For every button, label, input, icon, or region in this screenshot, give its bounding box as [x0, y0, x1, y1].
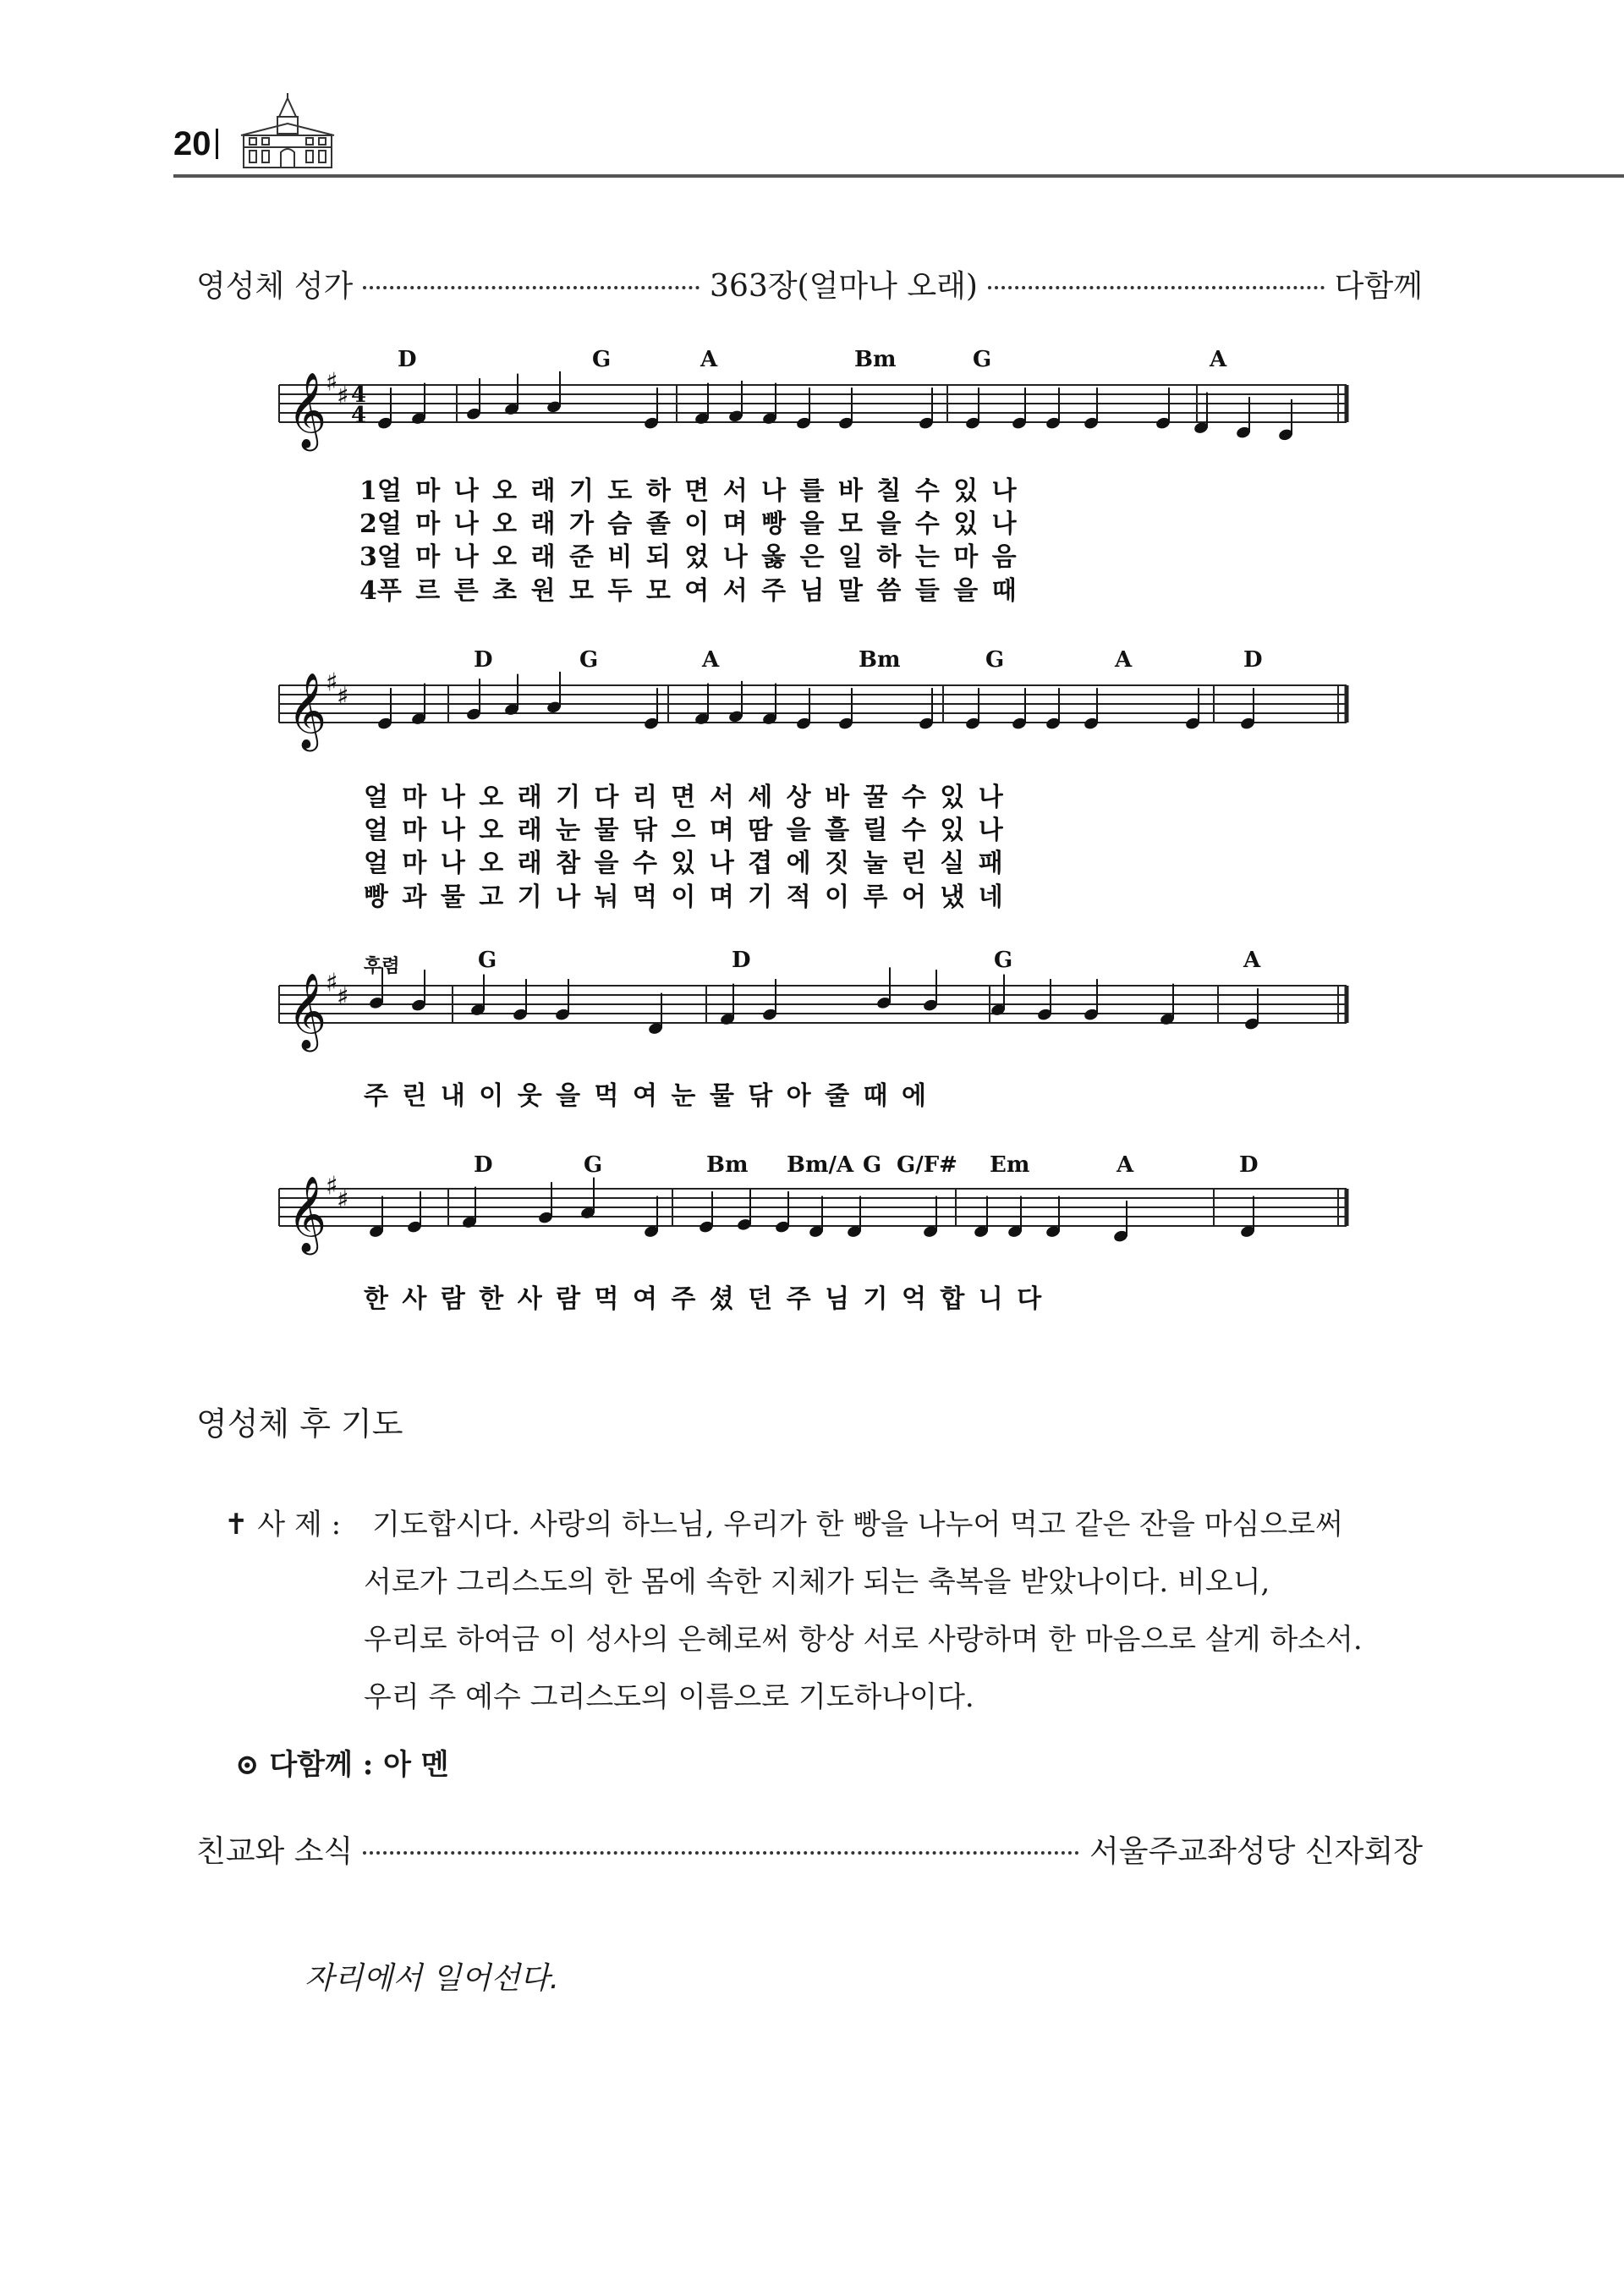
stand-instruction: 자리에서 일어선다. — [304, 1961, 560, 1996]
chord-symbol: G — [584, 1152, 603, 1178]
chord-symbol: D — [732, 948, 751, 973]
lyric-line: 빵 과 물 고 기 나 눠 먹 이 며 기 적 이 루 어 냈 네 — [364, 882, 1003, 912]
post-communion-title: 영성체 후 기도 — [196, 1405, 403, 1443]
chord-symbol: A — [1116, 1152, 1134, 1178]
chord-symbol: A — [702, 647, 720, 673]
chord-symbol: G — [579, 647, 599, 673]
prayer-line: 기도합시다. 사랑의 하느님, 우리가 한 빵을 나누어 먹고 같은 잔을 마심으로써 — [372, 1508, 1343, 1542]
leader-dots — [363, 1851, 1079, 1855]
chord-symbol: D — [1239, 1152, 1259, 1178]
sharp-icon: ♯ — [337, 682, 349, 712]
treble-clef-icon: 𝄞 — [288, 1176, 327, 1252]
treble-clef-icon: 𝄞 — [288, 973, 327, 1049]
header-divider — [216, 129, 218, 159]
lyric-line: 3얼 마 나 오 래 준 비 되 었 나 옳 은 일 하 는 마 음 — [359, 542, 1017, 572]
lyric-line: 얼 마 나 오 래 참 을 수 있 나 겹 에 짓 눌 린 실 패 — [364, 849, 1003, 878]
time-signature: 4 — [351, 382, 367, 408]
chord-symbol: Bm/A — [787, 1152, 854, 1178]
chord-symbol: G — [478, 948, 497, 973]
chord-symbol: G — [863, 1152, 882, 1178]
sharp-icon: ♯ — [326, 1171, 338, 1201]
chord-symbol: Bm — [706, 1152, 749, 1178]
chord-symbol: D — [398, 347, 417, 372]
lyric-line: 주 린 내 이 웃 을 먹 여 눈 물 닦 아 줄 때 에 — [364, 1081, 926, 1111]
chord-symbol: G — [592, 347, 612, 372]
refrain-label: 후렴 — [364, 955, 400, 977]
lyric-line: 1얼 마 나 오 래 기 도 하 면 서 나 를 바 칠 수 있 나 — [359, 476, 1017, 506]
hymn-performer: 다함께 — [1334, 269, 1423, 304]
lyric-line: 얼 마 나 오 래 눈 물 닦 으 며 땀 을 흘 릴 수 있 나 — [364, 816, 1003, 845]
chord-symbol: Bm — [859, 647, 901, 673]
lyric-line: 한 사 람 한 사 람 먹 여 주 셨 던 주 님 기 억 합 니 다 — [364, 1284, 1042, 1314]
lyric-line: 4푸 르 른 초 원 모 두 모 여 서 주 님 말 씀 들 을 때 — [359, 576, 1017, 606]
chord-symbol: G — [994, 948, 1013, 973]
priest-label: ✝ 사 제 : — [224, 1508, 342, 1542]
hymn-number: 363장(얼마나 오래) — [710, 269, 978, 304]
chord-symbol: A — [1115, 647, 1133, 673]
sharp-icon: ♯ — [337, 1185, 349, 1216]
prayer-line: 서로가 그리스도의 한 몸에 속한 지체가 되는 축복을 받았나이다. 비오니, — [364, 1565, 1270, 1599]
sharp-icon: ♯ — [326, 367, 338, 398]
chord-symbol: A — [700, 347, 718, 372]
lyric-line: 얼 마 나 오 래 기 다 리 면 서 세 상 바 꿀 수 있 나 — [364, 783, 1003, 812]
chord-symbol: D — [1243, 647, 1263, 673]
header-rule — [173, 174, 1624, 178]
leader-dots — [988, 286, 1325, 289]
chord-symbol: D — [474, 1152, 493, 1178]
chord-symbol: Bm — [854, 347, 897, 372]
cathedral-icon — [237, 91, 338, 172]
communion-hymn-row — [196, 262, 1423, 305]
chord-symbol: D — [474, 647, 493, 673]
chord-symbol: G/F# — [897, 1152, 957, 1178]
sharp-icon: ♯ — [326, 968, 338, 998]
chord-symbol: A — [1243, 948, 1261, 973]
announcements-row — [196, 1828, 1423, 1871]
communion-hymn-title: 영성체 성가 — [196, 269, 354, 304]
prayer-line: 우리로 하여금 이 성사의 은혜로써 항상 서로 사랑하며 한 마음으로 살게 하소서. — [364, 1623, 1363, 1657]
sharp-icon: ♯ — [337, 982, 349, 1013]
chord-symbol: Em — [990, 1152, 1030, 1178]
amen-response: ⊙ 다함께 : 아 멘 — [235, 1748, 449, 1782]
chord-symbol: G — [985, 647, 1005, 673]
page-number: 20 — [173, 125, 211, 162]
chord-symbol: G — [973, 347, 992, 372]
prayer-line: 우리 주 예수 그리스도의 이름으로 기도하나이다. — [364, 1680, 974, 1714]
lyric-line: 2얼 마 나 오 래 가 슴 졸 이 며 빵 을 모 을 수 있 나 — [359, 509, 1017, 539]
treble-clef-icon: 𝄞 — [288, 673, 327, 749]
leader-dots — [363, 286, 700, 289]
chord-symbol: A — [1210, 347, 1227, 372]
announcements-title: 친교와 소식 — [196, 1834, 354, 1869]
treble-clef-icon: 𝄞 — [288, 372, 327, 448]
announcements-presenter: 서울주교좌성당 신자회장 — [1089, 1834, 1423, 1869]
sharp-icon: ♯ — [326, 668, 338, 698]
time-signature: 4 — [351, 403, 367, 428]
sharp-icon: ♯ — [337, 382, 349, 412]
